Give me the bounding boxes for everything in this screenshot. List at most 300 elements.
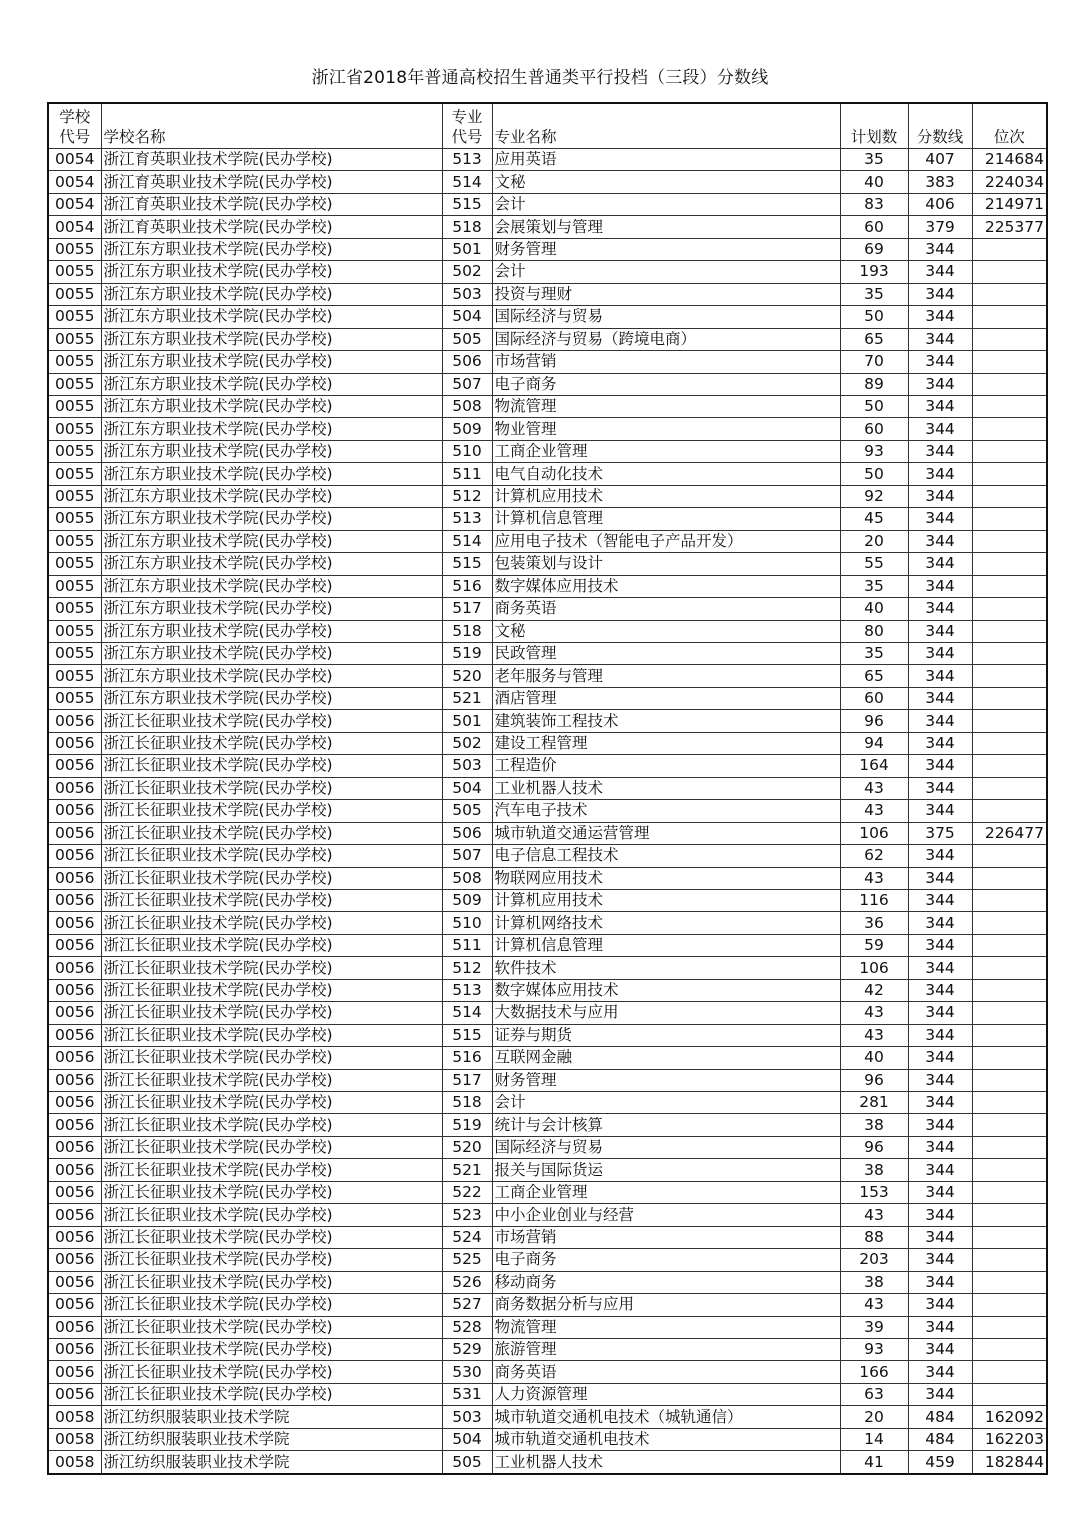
major-code-cell: 511 (442, 934, 492, 956)
major-name-cell: 应用英语 (492, 149, 840, 171)
major-name-cell: 电气自动化技术 (492, 463, 840, 485)
rank-cell (972, 1204, 1047, 1226)
major-name-cell: 商务英语 (492, 598, 840, 620)
score-cell: 344 (908, 912, 972, 934)
major-code-cell: 524 (442, 1226, 492, 1248)
school-name-cell: 浙江长征职业技术学院(民办学校) (101, 1339, 442, 1361)
school-name-cell: 浙江长征职业技术学院(民办学校) (101, 710, 442, 732)
score-cell: 344 (908, 1361, 972, 1383)
school-code-cell: 0054 (48, 171, 101, 193)
table-row (48, 328, 1047, 350)
rank-cell (972, 1114, 1047, 1136)
school-code-cell: 0058 (48, 1451, 101, 1474)
table-row (48, 710, 1047, 732)
school-code-cell: 0056 (48, 1204, 101, 1226)
major-name-cell: 汽车电子技术 (492, 800, 840, 822)
plan-count-cell: 69 (840, 238, 908, 260)
rank-cell (972, 463, 1047, 485)
table-row (48, 755, 1047, 777)
school-code-cell: 0055 (48, 642, 101, 664)
school-name-cell: 浙江长征职业技术学院(民办学校) (101, 800, 442, 822)
plan-count-cell: 80 (840, 620, 908, 642)
table-row (48, 1339, 1047, 1361)
school-name-cell: 浙江育英职业技术学院(民办学校) (101, 216, 442, 238)
major-name-cell: 文秘 (492, 620, 840, 642)
score-cell: 407 (908, 149, 972, 171)
school-name-cell: 浙江东方职业技术学院(民办学校) (101, 687, 442, 709)
major-code-cell: 514 (442, 1002, 492, 1024)
rank-cell (972, 777, 1047, 799)
table-row (48, 149, 1047, 171)
rank-cell: 162203 (972, 1428, 1047, 1450)
table-row (48, 485, 1047, 507)
plan-count-cell: 106 (840, 957, 908, 979)
major-code-cell: 525 (442, 1249, 492, 1271)
major-name-cell: 统计与会计核算 (492, 1114, 840, 1136)
school-code-cell: 0055 (48, 575, 101, 597)
rank-cell (972, 755, 1047, 777)
score-cell: 344 (908, 1204, 972, 1226)
score-cell: 379 (908, 216, 972, 238)
score-cell: 344 (908, 665, 972, 687)
rank-cell (972, 418, 1047, 440)
header-rank: 位次 (972, 103, 1047, 149)
school-code-cell: 0056 (48, 1114, 101, 1136)
school-name-cell: 浙江纺织服装职业技术学院 (101, 1451, 442, 1474)
page-title: 浙江省2018年普通高校招生普通类平行投档（三段）分数线 (311, 68, 769, 88)
score-cell: 406 (908, 193, 972, 215)
school-code-cell: 0056 (48, 1271, 101, 1293)
table-row (48, 1383, 1047, 1405)
school-name-cell: 浙江纺织服装职业技术学院 (101, 1428, 442, 1450)
major-name-cell: 人力资源管理 (492, 1383, 840, 1405)
school-name-cell: 浙江育英职业技术学院(民办学校) (101, 171, 442, 193)
score-cell: 344 (908, 373, 972, 395)
major-code-cell: 518 (442, 1092, 492, 1114)
school-code-cell: 0056 (48, 1249, 101, 1271)
school-name-cell: 浙江育英职业技术学院(民办学校) (101, 193, 442, 215)
table-row (48, 1159, 1047, 1181)
school-name-cell: 浙江长征职业技术学院(民办学校) (101, 1092, 442, 1114)
score-cell: 344 (908, 957, 972, 979)
score-cell: 344 (908, 934, 972, 956)
rank-cell (972, 934, 1047, 956)
school-code-cell: 0056 (48, 822, 101, 844)
school-code-cell: 0055 (48, 373, 101, 395)
rank-cell (972, 238, 1047, 260)
school-name-cell: 浙江长征职业技术学院(民办学校) (101, 1136, 442, 1158)
major-name-cell: 计算机应用技术 (492, 889, 840, 911)
score-cell: 344 (908, 598, 972, 620)
table-row (48, 261, 1047, 283)
school-code-cell: 0056 (48, 1136, 101, 1158)
table-row (48, 845, 1047, 867)
score-cell: 344 (908, 395, 972, 417)
plan-count-cell: 96 (840, 1069, 908, 1091)
score-cell: 344 (908, 418, 972, 440)
major-code-cell: 515 (442, 553, 492, 575)
school-name-cell: 浙江东方职业技术学院(民办学校) (101, 306, 442, 328)
major-code-cell: 506 (442, 822, 492, 844)
plan-count-cell: 39 (840, 1316, 908, 1338)
plan-count-cell: 65 (840, 665, 908, 687)
plan-count-cell: 43 (840, 867, 908, 889)
school-name-cell: 浙江长征职业技术学院(民办学校) (101, 1047, 442, 1069)
table-row (48, 1271, 1047, 1293)
plan-count-cell: 35 (840, 149, 908, 171)
header-major-name: 专业名称 (492, 103, 840, 149)
school-code-cell: 0056 (48, 979, 101, 1001)
plan-count-cell: 20 (840, 530, 908, 552)
table-row (48, 1024, 1047, 1046)
major-name-cell: 会计 (492, 193, 840, 215)
rank-cell (972, 1294, 1047, 1316)
rank-cell (972, 440, 1047, 462)
major-name-cell: 计算机信息管理 (492, 934, 840, 956)
table-row (48, 306, 1047, 328)
school-code-cell: 0055 (48, 665, 101, 687)
plan-count-cell: 89 (840, 373, 908, 395)
major-name-cell: 物联网应用技术 (492, 867, 840, 889)
major-name-cell: 工程造价 (492, 755, 840, 777)
score-cell: 344 (908, 1024, 972, 1046)
major-code-cell: 505 (442, 800, 492, 822)
school-name-cell: 浙江东方职业技术学院(民办学校) (101, 553, 442, 575)
major-code-cell: 528 (442, 1316, 492, 1338)
plan-count-cell: 88 (840, 1226, 908, 1248)
plan-count-cell: 38 (840, 1271, 908, 1293)
school-code-cell: 0056 (48, 845, 101, 867)
rank-cell (972, 485, 1047, 507)
table-row (48, 1361, 1047, 1383)
table-row (48, 1294, 1047, 1316)
major-name-cell: 会计 (492, 261, 840, 283)
school-name-cell: 浙江东方职业技术学院(民办学校) (101, 665, 442, 687)
school-code-cell: 0055 (48, 328, 101, 350)
score-cell: 344 (908, 261, 972, 283)
rank-cell (972, 553, 1047, 575)
plan-count-cell: 166 (840, 1361, 908, 1383)
school-code-cell: 0055 (48, 351, 101, 373)
score-cell: 344 (908, 732, 972, 754)
plan-count-cell: 20 (840, 1406, 908, 1428)
major-name-cell: 财务管理 (492, 1069, 840, 1091)
rank-cell (972, 867, 1047, 889)
major-name-cell: 工商企业管理 (492, 1181, 840, 1203)
school-code-cell: 0056 (48, 755, 101, 777)
plan-count-cell: 50 (840, 395, 908, 417)
school-name-cell: 浙江东方职业技术学院(民办学校) (101, 238, 442, 260)
major-code-cell: 518 (442, 620, 492, 642)
table-row (48, 1204, 1047, 1226)
major-code-cell: 522 (442, 1181, 492, 1203)
plan-count-cell: 45 (840, 508, 908, 530)
major-code-cell: 517 (442, 1069, 492, 1091)
school-name-cell: 浙江长征职业技术学院(民办学校) (101, 1361, 442, 1383)
score-cell: 459 (908, 1451, 972, 1474)
major-name-cell: 市场营销 (492, 1226, 840, 1248)
plan-count-cell: 40 (840, 1047, 908, 1069)
table-row (48, 620, 1047, 642)
rank-cell (972, 508, 1047, 530)
major-code-cell: 520 (442, 665, 492, 687)
school-name-cell: 浙江长征职业技术学院(民办学校) (101, 845, 442, 867)
rank-cell (972, 620, 1047, 642)
major-name-cell: 城市轨道交通机电技术 (492, 1428, 840, 1450)
major-code-cell: 512 (442, 485, 492, 507)
plan-count-cell: 83 (840, 193, 908, 215)
major-code-cell: 510 (442, 912, 492, 934)
school-name-cell: 浙江东方职业技术学院(民办学校) (101, 373, 442, 395)
major-code-cell: 505 (442, 1451, 492, 1474)
major-name-cell: 电子商务 (492, 373, 840, 395)
table-row (48, 1428, 1047, 1450)
table-row (48, 1316, 1047, 1338)
school-name-cell: 浙江东方职业技术学院(民办学校) (101, 485, 442, 507)
rank-cell: 162092 (972, 1406, 1047, 1428)
school-name-cell: 浙江长征职业技术学院(民办学校) (101, 1294, 442, 1316)
school-code-cell: 0056 (48, 1092, 101, 1114)
plan-count-cell: 50 (840, 463, 908, 485)
score-cell: 344 (908, 485, 972, 507)
major-name-cell: 财务管理 (492, 238, 840, 260)
school-code-cell: 0056 (48, 710, 101, 732)
major-code-cell: 523 (442, 1204, 492, 1226)
major-name-cell: 投资与理财 (492, 283, 840, 305)
table-row (48, 1451, 1047, 1474)
school-name-cell: 浙江长征职业技术学院(民办学校) (101, 1383, 442, 1405)
major-code-cell: 513 (442, 508, 492, 530)
school-name-cell: 浙江东方职业技术学院(民办学校) (101, 598, 442, 620)
score-cell: 344 (908, 777, 972, 799)
school-name-cell: 浙江长征职业技术学院(民办学校) (101, 1024, 442, 1046)
school-name-cell: 浙江东方职业技术学院(民办学校) (101, 328, 442, 350)
school-name-cell: 浙江育英职业技术学院(民办学校) (101, 149, 442, 171)
table-row (48, 373, 1047, 395)
plan-count-cell: 38 (840, 1159, 908, 1181)
score-cell: 344 (908, 710, 972, 732)
header-school-name: 学校名称 (101, 103, 442, 149)
school-name-cell: 浙江东方职业技术学院(民办学校) (101, 530, 442, 552)
school-code-cell: 0056 (48, 1383, 101, 1405)
school-name-cell: 浙江长征职业技术学院(民办学校) (101, 1159, 442, 1181)
school-code-cell: 0055 (48, 463, 101, 485)
major-name-cell: 城市轨道交通运营管理 (492, 822, 840, 844)
major-code-cell: 513 (442, 149, 492, 171)
school-code-cell: 0058 (48, 1406, 101, 1428)
score-cell: 383 (908, 171, 972, 193)
major-code-cell: 518 (442, 216, 492, 238)
major-code-cell: 511 (442, 463, 492, 485)
major-code-cell: 531 (442, 1383, 492, 1405)
major-name-cell: 大数据技术与应用 (492, 1002, 840, 1024)
plan-count-cell: 50 (840, 306, 908, 328)
rank-cell (972, 1159, 1047, 1181)
school-name-cell: 浙江纺织服装职业技术学院 (101, 1406, 442, 1428)
plan-count-cell: 35 (840, 575, 908, 597)
school-name-cell: 浙江长征职业技术学院(民办学校) (101, 867, 442, 889)
score-table (47, 102, 1048, 1475)
school-code-cell: 0056 (48, 957, 101, 979)
school-code-cell: 0055 (48, 238, 101, 260)
major-name-cell: 计算机信息管理 (492, 508, 840, 530)
plan-count-cell: 41 (840, 1451, 908, 1474)
major-name-cell: 商务英语 (492, 1361, 840, 1383)
rank-cell (972, 1047, 1047, 1069)
score-cell: 344 (908, 1226, 972, 1248)
major-code-cell: 513 (442, 979, 492, 1001)
rank-cell: 224034 (972, 171, 1047, 193)
school-name-cell: 浙江东方职业技术学院(民办学校) (101, 463, 442, 485)
plan-count-cell: 96 (840, 710, 908, 732)
major-code-cell: 515 (442, 193, 492, 215)
plan-count-cell: 35 (840, 283, 908, 305)
major-name-cell: 国际经济与贸易（跨境电商） (492, 328, 840, 350)
rank-cell (972, 283, 1047, 305)
school-code-cell: 0056 (48, 1047, 101, 1069)
school-code-cell: 0056 (48, 912, 101, 934)
school-code-cell: 0058 (48, 1428, 101, 1450)
rank-cell (972, 1024, 1047, 1046)
school-name-cell: 浙江东方职业技术学院(民办学校) (101, 508, 442, 530)
major-code-cell: 516 (442, 1047, 492, 1069)
plan-count-cell: 40 (840, 171, 908, 193)
major-name-cell: 旅游管理 (492, 1339, 840, 1361)
major-code-cell: 508 (442, 867, 492, 889)
score-cell: 344 (908, 642, 972, 664)
plan-count-cell: 55 (840, 553, 908, 575)
major-name-cell: 应用电子技术（智能电子产品开发） (492, 530, 840, 552)
plan-count-cell: 153 (840, 1181, 908, 1203)
table-row (48, 216, 1047, 238)
school-name-cell: 浙江长征职业技术学院(民办学校) (101, 732, 442, 754)
score-cell: 344 (908, 1383, 972, 1405)
major-code-cell: 516 (442, 575, 492, 597)
school-code-cell: 0055 (48, 553, 101, 575)
score-cell: 344 (908, 1339, 972, 1361)
rank-cell (972, 957, 1047, 979)
school-code-cell: 0055 (48, 687, 101, 709)
major-name-cell: 建筑装饰工程技术 (492, 710, 840, 732)
major-code-cell: 502 (442, 261, 492, 283)
major-name-cell: 计算机网络技术 (492, 912, 840, 934)
table-row (48, 979, 1047, 1001)
plan-count-cell: 164 (840, 755, 908, 777)
rank-cell (972, 598, 1047, 620)
table-row (48, 889, 1047, 911)
school-code-cell: 0055 (48, 440, 101, 462)
school-code-cell: 0055 (48, 620, 101, 642)
table-row (48, 1069, 1047, 1091)
score-cell: 344 (908, 306, 972, 328)
score-cell: 344 (908, 1114, 972, 1136)
rank-cell (972, 1226, 1047, 1248)
rank-cell (972, 373, 1047, 395)
rank-cell (972, 1271, 1047, 1293)
table-row (48, 1002, 1047, 1024)
school-code-cell: 0056 (48, 1181, 101, 1203)
major-name-cell: 老年服务与管理 (492, 665, 840, 687)
plan-count-cell: 35 (840, 642, 908, 664)
header-school-code: 学校 代号 (48, 103, 101, 149)
table-row (48, 822, 1047, 844)
table-row (48, 1047, 1047, 1069)
table-row (48, 1181, 1047, 1203)
table-header-row (48, 103, 1047, 149)
plan-count-cell: 106 (840, 822, 908, 844)
school-code-cell: 0056 (48, 1294, 101, 1316)
table-row (48, 598, 1047, 620)
major-code-cell: 506 (442, 351, 492, 373)
score-cell: 344 (908, 620, 972, 642)
school-code-cell: 0055 (48, 508, 101, 530)
major-name-cell: 建设工程管理 (492, 732, 840, 754)
score-cell: 344 (908, 283, 972, 305)
major-code-cell: 530 (442, 1361, 492, 1383)
major-code-cell: 517 (442, 598, 492, 620)
major-name-cell: 包装策划与设计 (492, 553, 840, 575)
major-code-cell: 504 (442, 306, 492, 328)
plan-count-cell: 43 (840, 1002, 908, 1024)
school-name-cell: 浙江长征职业技术学院(民办学校) (101, 1181, 442, 1203)
plan-count-cell: 281 (840, 1092, 908, 1114)
table-row (48, 575, 1047, 597)
table-row (48, 687, 1047, 709)
school-name-cell: 浙江东方职业技术学院(民办学校) (101, 261, 442, 283)
major-name-cell: 报关与国际货运 (492, 1159, 840, 1181)
rank-cell (972, 642, 1047, 664)
major-code-cell: 509 (442, 418, 492, 440)
header-score: 分数线 (908, 103, 972, 149)
plan-count-cell: 43 (840, 777, 908, 799)
major-code-cell: 527 (442, 1294, 492, 1316)
major-code-cell: 503 (442, 755, 492, 777)
table-row (48, 957, 1047, 979)
score-cell: 344 (908, 755, 972, 777)
table-row (48, 1406, 1047, 1428)
score-cell: 344 (908, 328, 972, 350)
plan-count-cell: 92 (840, 485, 908, 507)
major-name-cell: 物业管理 (492, 418, 840, 440)
school-code-cell: 0055 (48, 283, 101, 305)
school-name-cell: 浙江长征职业技术学院(民办学校) (101, 777, 442, 799)
school-code-cell: 0056 (48, 1024, 101, 1046)
plan-count-cell: 62 (840, 845, 908, 867)
plan-count-cell: 38 (840, 1114, 908, 1136)
table-row (48, 553, 1047, 575)
major-name-cell: 会计 (492, 1092, 840, 1114)
rank-cell (972, 395, 1047, 417)
rank-cell: 214971 (972, 193, 1047, 215)
score-cell: 344 (908, 1181, 972, 1203)
table-row (48, 418, 1047, 440)
major-code-cell: 521 (442, 687, 492, 709)
school-code-cell: 0056 (48, 1002, 101, 1024)
major-code-cell: 514 (442, 530, 492, 552)
school-name-cell: 浙江东方职业技术学院(民办学校) (101, 620, 442, 642)
plan-count-cell: 40 (840, 598, 908, 620)
school-code-cell: 0054 (48, 193, 101, 215)
major-name-cell: 工业机器人技术 (492, 777, 840, 799)
school-name-cell: 浙江长征职业技术学院(民办学校) (101, 912, 442, 934)
rank-cell (972, 328, 1047, 350)
major-name-cell: 互联网金融 (492, 1047, 840, 1069)
table-row (48, 395, 1047, 417)
school-name-cell: 浙江长征职业技术学院(民办学校) (101, 1226, 442, 1248)
table-row (48, 1114, 1047, 1136)
school-code-cell: 0056 (48, 889, 101, 911)
school-name-cell: 浙江长征职业技术学院(民办学校) (101, 1249, 442, 1271)
